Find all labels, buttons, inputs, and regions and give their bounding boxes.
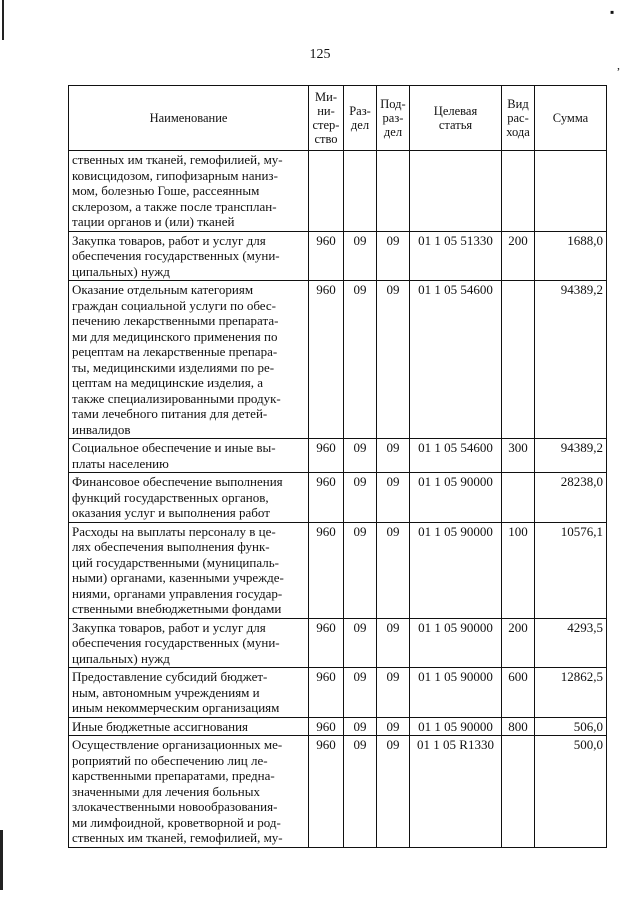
scan-edge-mark-top (2, 0, 4, 40)
cell-section: 09 (344, 618, 377, 668)
cell-target: 01 1 05 90000 (410, 618, 502, 668)
cell-name: Закупка товаров, работ и услуг для обеспечения государственных (муни- ципальных) нужд (69, 231, 309, 281)
cell-ministry: 960 (309, 439, 344, 473)
cell-amount: 506,0 (535, 717, 607, 736)
cell-amount: 28238,0 (535, 473, 607, 523)
cell-amount: 94389,2 (535, 439, 607, 473)
cell-expense-type: 100 (502, 522, 535, 618)
cell-target: 01 1 05 R1330 (410, 736, 502, 848)
cell-section: 09 (344, 522, 377, 618)
cell-ministry: 960 (309, 522, 344, 618)
cell-subsection: 09 (377, 522, 410, 618)
cell-section: 09 (344, 281, 377, 439)
cell-target: 01 1 05 90000 (410, 522, 502, 618)
cell-ministry: 960 (309, 668, 344, 718)
cell-subsection: 09 (377, 473, 410, 523)
cell-target: 01 1 05 90000 (410, 473, 502, 523)
cell-name: Расходы на выплаты персоналу в це- лях обеспечения выполнения функ- ций государственными (муниципаль- ными) органами, казенными учрежде- ниями, органами управления государ- ственными внебюджетными фондами (69, 522, 309, 618)
cell-subsection: 09 (377, 231, 410, 281)
cell-subsection: 09 (377, 439, 410, 473)
cell-target: 01 1 05 54600 (410, 281, 502, 439)
column-header-section: Раз- дел (344, 86, 377, 151)
cell-expense-type: 600 (502, 668, 535, 718)
cell-subsection: 09 (377, 717, 410, 736)
cell-amount: 500,0 (535, 736, 607, 848)
cell-subsection: 09 (377, 618, 410, 668)
cell-section: 09 (344, 473, 377, 523)
table-row (69, 736, 607, 848)
cell-section: 09 (344, 231, 377, 281)
cell-subsection (377, 151, 410, 232)
cell-name: Оказание отдельным категориям граждан социальной услуги по обес- печению лекарственными препарата- ми для медицинского применения по рецептам на лекарственные препара- ты, медицинскими изделиями по ре- цептам на медицинские изделия, а также специализированными продук- тами лечебного питания для детей- инвалидов (69, 281, 309, 439)
table-row (69, 151, 607, 232)
column-header-ministry: Ми- ни- стер- ство (309, 86, 344, 151)
cell-amount: 94389,2 (535, 281, 607, 439)
cell-expense-type (502, 736, 535, 848)
column-header-target: Целевая статья (410, 86, 502, 151)
cell-amount: 12862,5 (535, 668, 607, 718)
cell-expense-type (502, 151, 535, 232)
cell-expense-type (502, 281, 535, 439)
table-row (69, 281, 607, 439)
table-row (69, 618, 607, 668)
cell-amount (535, 151, 607, 232)
cell-ministry: 960 (309, 618, 344, 668)
cell-target: 01 1 05 90000 (410, 668, 502, 718)
cell-name: Предоставление субсидий бюджет- ным, автономным учреждениям и иным некоммерческим организациям (69, 668, 309, 718)
scan-dot-mark: , (617, 58, 620, 72)
cell-ministry: 960 (309, 717, 344, 736)
column-header-amount: Сумма (535, 86, 607, 151)
cell-name: Социальное обеспечение и иные вы- платы населению (69, 439, 309, 473)
cell-amount: 4293,5 (535, 618, 607, 668)
table-row (69, 668, 607, 718)
table-header-row (69, 86, 607, 151)
cell-target: 01 1 05 54600 (410, 439, 502, 473)
cell-section: 09 (344, 668, 377, 718)
cell-subsection: 09 (377, 736, 410, 848)
scan-dot-mark: ▪ (610, 5, 615, 19)
cell-section: 09 (344, 439, 377, 473)
cell-name: Иные бюджетные ассигнования (69, 717, 309, 736)
cell-section: 09 (344, 717, 377, 736)
cell-subsection: 09 (377, 668, 410, 718)
cell-expense-type: 200 (502, 231, 535, 281)
table-row (69, 231, 607, 281)
table-row (69, 717, 607, 736)
table-row (69, 439, 607, 473)
column-header-subsection: Под- раз- дел (377, 86, 410, 151)
column-header-expense-type: Вид рас- хода (502, 86, 535, 151)
cell-target: 01 1 05 90000 (410, 717, 502, 736)
cell-target (410, 151, 502, 232)
cell-amount: 10576,1 (535, 522, 607, 618)
page-number: 125 (309, 47, 331, 62)
cell-expense-type (502, 473, 535, 523)
cell-ministry: 960 (309, 736, 344, 848)
cell-expense-type: 200 (502, 618, 535, 668)
cell-amount: 1688,0 (535, 231, 607, 281)
table-row (69, 473, 607, 523)
cell-ministry: 960 (309, 473, 344, 523)
cell-expense-type: 300 (502, 439, 535, 473)
cell-name: Закупка товаров, работ и услуг для обеспечения государственных (муни- ципальных) нужд (69, 618, 309, 668)
cell-expense-type: 800 (502, 717, 535, 736)
table-row (69, 522, 607, 618)
cell-section (344, 151, 377, 232)
cell-subsection: 09 (377, 281, 410, 439)
cell-name: ственных им тканей, гемофилией, му- ковисцидозом, гипофизарным наниз- мом, болезнью Гоше, рассеянным склерозом, а также после трансплан- тации органов и (или) тканей (69, 151, 309, 232)
cell-ministry (309, 151, 344, 232)
cell-ministry: 960 (309, 281, 344, 439)
cell-ministry: 960 (309, 231, 344, 281)
scan-edge-mark-bottom (0, 830, 3, 890)
cell-name: Финансовое обеспечение выполнения функций государственных органов, оказания услуг и выполнения работ (69, 473, 309, 523)
cell-target: 01 1 05 51330 (410, 231, 502, 281)
cell-name: Осуществление организационных ме- роприятий по обеспечению лиц ле- карственными препаратами, предна- значенными для лечения больных злокачественными новообразования- ми лимфоидной, кроветворной и род- ственных им тканей, гемофилией, му- (69, 736, 309, 848)
cell-section: 09 (344, 736, 377, 848)
budget-table (68, 85, 607, 848)
column-header-name: Наименование (69, 86, 309, 151)
